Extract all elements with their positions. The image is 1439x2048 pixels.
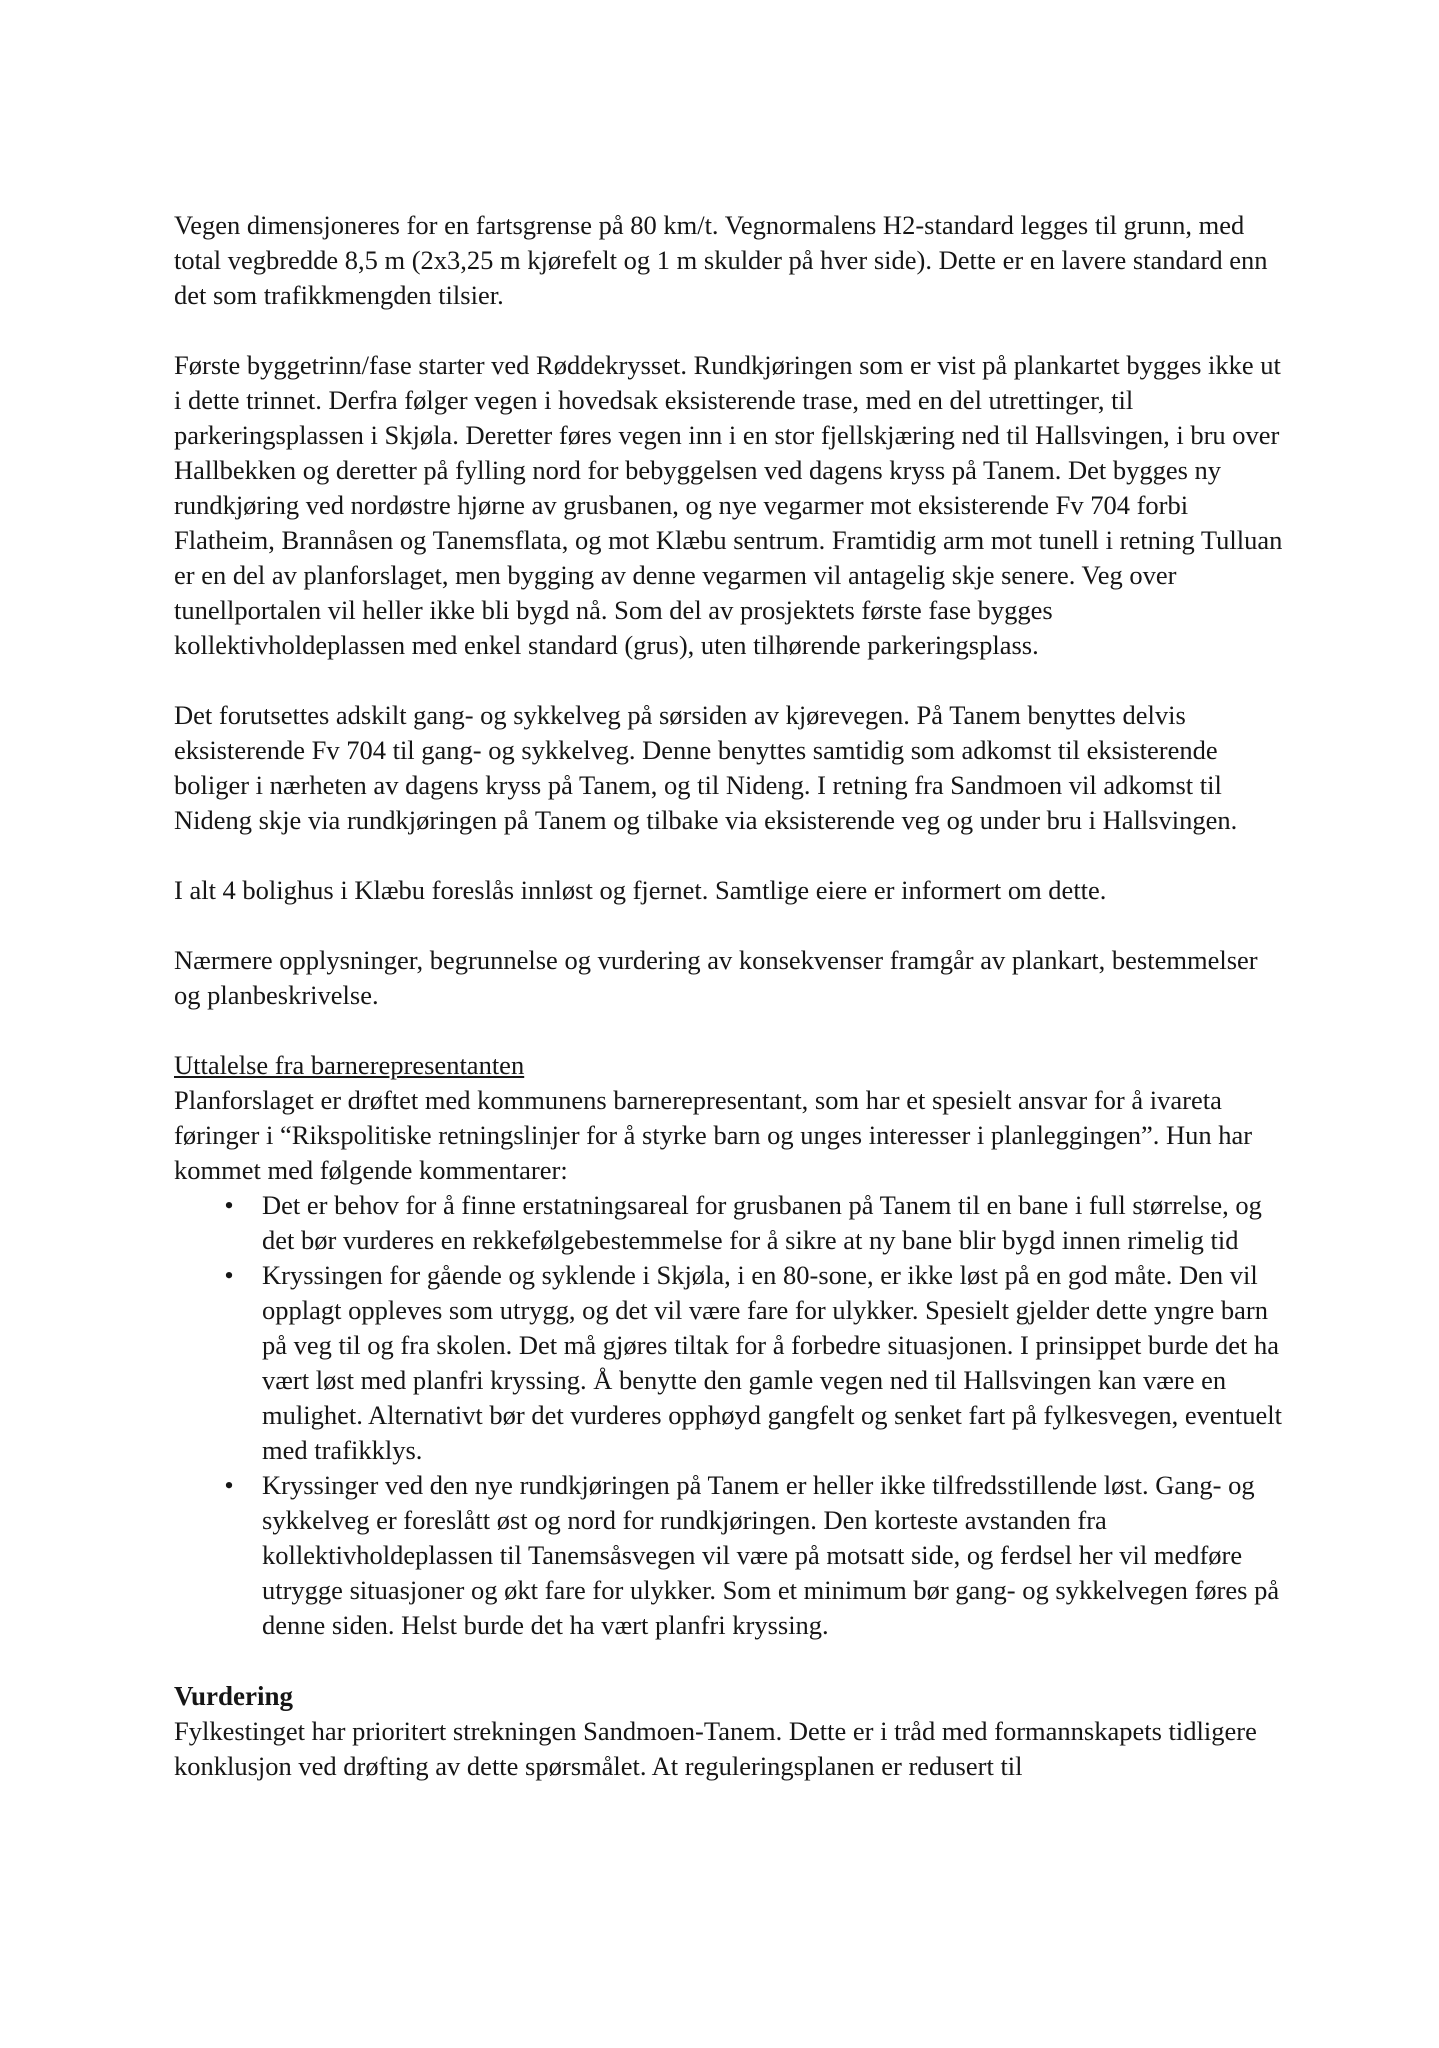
bullet-list (174, 1188, 1284, 1643)
paragraph-bolighus: I alt 4 bolighus i Klæbu foreslås innløst og fjernet. Samtlige eiere er informert om dette. (174, 875, 1107, 905)
paragraph-barnerepresentant-intro: Planforslaget er drøftet med kommunens barnerepresentant, som har et spesielt ansvar for å ivareta føringer i “Rikspolitiske retningslinjer for å styrke barn og unges interesser i planleggingen”. Hun har kommet med følgende kommentarer: (174, 1085, 1253, 1185)
paragraph-dimensjonering: Vegen dimensjoneres for en fartsgrense på 80 km/t. Vegnormalens H2-standard legges til grunn, med total vegbredde 8,5 m (2x3,25 m kjørefelt og 1 m skulder på hver side). Dette er en lavere standard enn det som trafikkmengden tilsier. (174, 210, 1268, 310)
bullet-icon: • (224, 1190, 234, 1220)
section-vurdering (174, 1679, 1284, 1784)
paragraph-forste-byggetrinn: Første byggetrinn/fase starter ved Røddekrysset. Rundkjøringen som er vist på plankartet bygges ikke ut i dette trinnet. Derfra følger vegen i hovedsak eksisterende trase, med en del utrettinger, til parkeringsplassen i Skjøla. Deretter føres vegen inn i en stor fjellskjæring ned til Hallsvingen, i bru over Hallbekken og deretter på fylling nord for bebyggelsen ved dagens kryss på Tanem. Det bygges ny rundkjøring ved nordøstre hjørne av grusbanen, og nye vegarmer mot eksisterende Fv 704 forbi Flatheim, Brannåsen og Tanemsflata, og mot Klæbu sentrum. Framtidig arm mot tunell i retning Tulluan er en del av planforslaget, men bygging av denne vegarmen vil antagelig skje senere. Veg over tunellportalen vil heller ikke bli bygd nå. Som del av prosjektets første fase bygges kollektivholdeplassen med enkel standard (grus), uten tilhørende parkeringsplass. (174, 350, 1283, 660)
list-item-text: Det er behov for å finne erstatningsareal for grusbanen på Tanem til en bane i full størrelse, og det bør vurderes en rekkefølgebestemmelse for å sikre at ny bane blir bygd innen rimelig tid (262, 1190, 1262, 1255)
paragraph-naermere-opplysninger: Nærmere opplysninger, begrunnelse og vurdering av konsekvenser framgår av plankart, bestemmelser og planbeskrivelse. (174, 945, 1258, 1010)
section-heading-barnerepresentant: Uttalelse fra barnerepresentanten (174, 1050, 525, 1080)
section-heading-vurdering: Vurdering (174, 1681, 294, 1711)
list-item (174, 1258, 1284, 1468)
list-item-text: Kryssingen for gående og syklende i Skjøla, i en 80-sone, er ikke løst på en god måte. Den vil opplagt oppleves som utrygg, og det vil være fare for ulykker. Spesielt gjelder dette yngre barn på veg til og fra skolen. Det må gjøres tiltak for å forbedre situasjonen. I prinsippet burde det ha vært løst med planfri kryssing. Å benytte den gamle vegen ned til Hallsvingen kan være en mulighet. Alternativt bør det vurderes opphøyd gangfelt og senket fart på fylkesvegen, eventuelt med trafikklys. (262, 1260, 1282, 1465)
paragraph-vurdering: Fylkestinget har prioritert strekningen Sandmoen-Tanem. Dette er i tråd med formannskapets tidligere konklusjon ved drøfting av dette spørsmålet. At reguleringsplanen er redusert til (174, 1716, 1257, 1781)
paragraph-gang-sykkelveg: Det forutsettes adskilt gang- og sykkelveg på sørsiden av kjørevegen. På Tanem benyttes delvis eksisterende Fv 704 til gang- og sykkelveg. Denne benyttes samtidig som adkomst til eksisterende boliger i nærheten av dagens kryss på Tanem, og til Nideng. I retning fra Sandmoen vil adkomst til Nideng skje via rundkjøringen på Tanem og tilbake via eksisterende veg og under bru i Hallsvingen. (174, 700, 1238, 835)
bullet-icon: • (224, 1470, 234, 1500)
document-body (174, 208, 1284, 1784)
list-item (174, 1468, 1284, 1643)
list-item-text: Kryssinger ved den nye rundkjøringen på Tanem er heller ikke tilfredsstillende løst. Gang- og sykkelveg er foreslått øst og nord for rundkjøringen. Den korteste avstanden fra kollektivholdeplassen til Tanemsåsvegen vil være på motsatt side, og ferdsel her vil medføre utrygge situasjoner og økt fare for ulykker. Som et minimum bør gang- og sykkelvegen føres på denne siden. Helst burde det ha vært planfri kryssing. (262, 1470, 1280, 1640)
list-item (174, 1188, 1284, 1258)
section-barnerepresentant (174, 1048, 1284, 1643)
bullet-icon: • (224, 1260, 234, 1290)
